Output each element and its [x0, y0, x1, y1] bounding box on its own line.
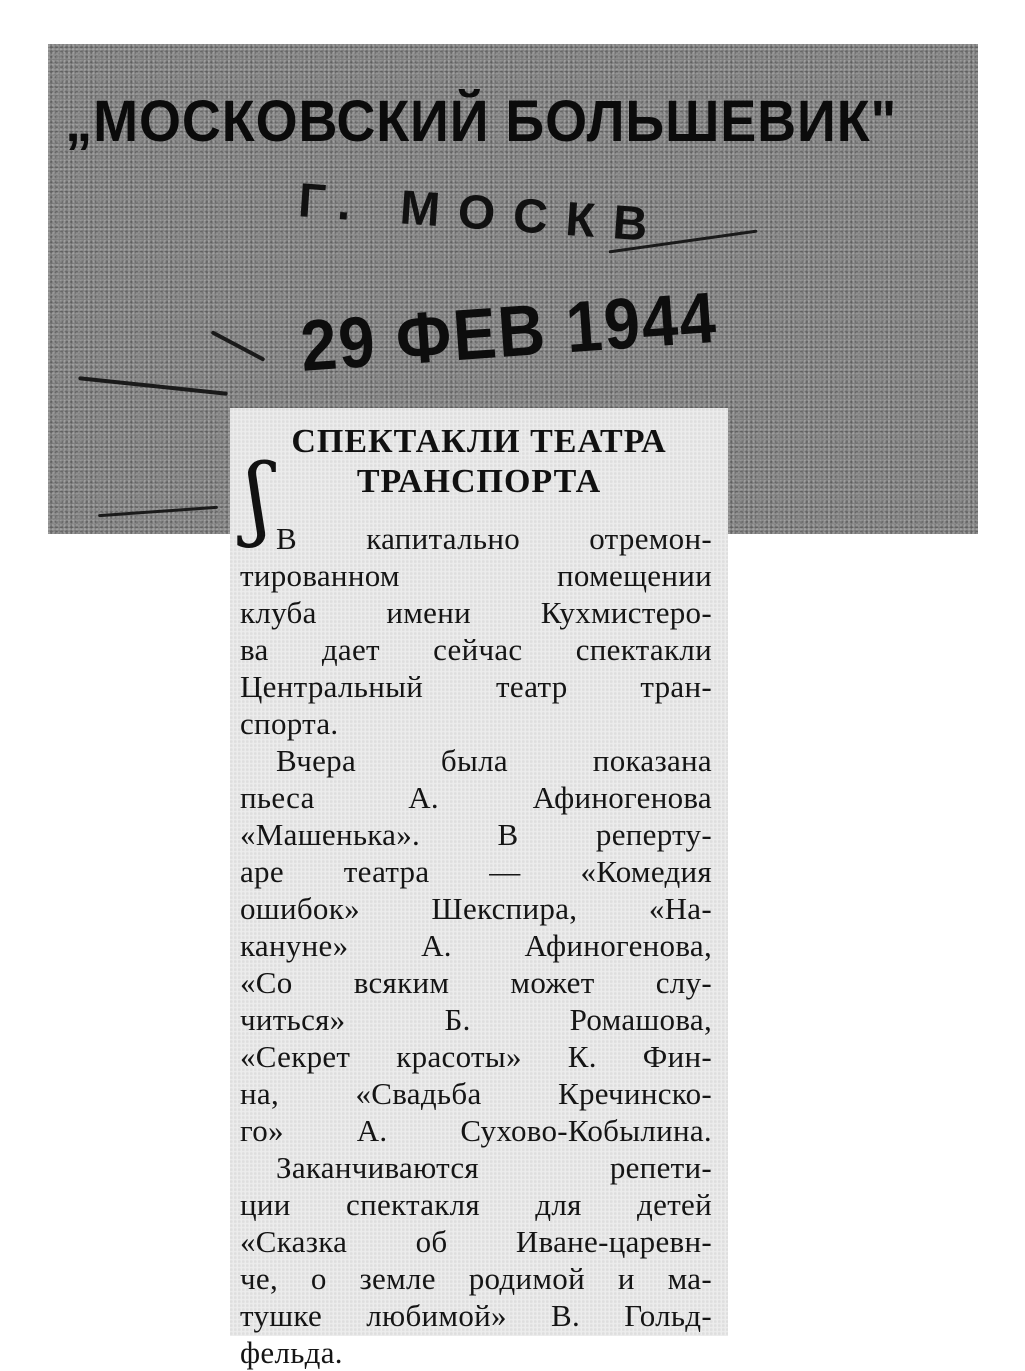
text-line: фельда. — [240, 1335, 343, 1370]
text-line: го» А. Сухово-Кобылина. — [240, 1113, 712, 1148]
text-line: ва дает сейчас спектакли — [240, 632, 712, 667]
stamp-scribble — [78, 376, 228, 396]
text-line: на, «Свадьба Кречинско- — [240, 1076, 712, 1111]
article-title-line: ТРАНСПОРТА — [356, 463, 602, 500]
text-line: Вчера была показана — [276, 743, 712, 778]
text-line: «Машенька». В реперту- — [240, 817, 712, 852]
article-title-line: СПЕКТАКЛИ ТЕАТРА — [291, 423, 667, 460]
stamp-scribble — [98, 506, 218, 517]
newspaper-masthead: „МОСКОВСКИЙ БОЛЬШЕВИК" — [65, 89, 898, 154]
text-line: читься» Б. Ромашова, — [240, 1002, 712, 1037]
text-line: Центральный театр тран- — [240, 669, 712, 704]
text-line: спорта. — [240, 706, 339, 741]
text-line: че, о земле родимой и ма- — [240, 1261, 712, 1296]
pen-mark: ʃ — [246, 445, 271, 550]
text-line: кануне» А. Афиногенова, — [240, 928, 712, 963]
text-line: «Сказка об Иване-царевн- — [240, 1224, 712, 1259]
article-clipping — [230, 408, 728, 1370]
text-line: «Со всяким может слу- — [240, 965, 712, 1000]
text-line: ции спектакля для детей — [240, 1187, 712, 1222]
text-line: тированном помещении — [240, 558, 712, 593]
text-line: пьеса А. Афиногенова — [240, 780, 712, 815]
text-line: тушке любимой» В. Гольд- — [240, 1298, 712, 1333]
text-line: аре театра — «Комедия — [240, 854, 712, 889]
article-title — [230, 422, 728, 502]
text-line: «Секрет красоты» К. Фин- — [240, 1039, 712, 1074]
article-body — [240, 520, 712, 1371]
date-stamp: 29 ФЕВ 1944 — [298, 277, 721, 387]
stamp-scribble — [211, 330, 266, 362]
text-line: ошибок» Шекспира, «На- — [240, 891, 712, 926]
text-line: клуба имени Кухмистеро- — [240, 595, 712, 630]
text-line: В капитально отремон- — [276, 521, 712, 556]
text-line: Заканчиваются репети- — [276, 1150, 712, 1185]
city-stamp: Г. МОСКВ — [296, 174, 668, 253]
